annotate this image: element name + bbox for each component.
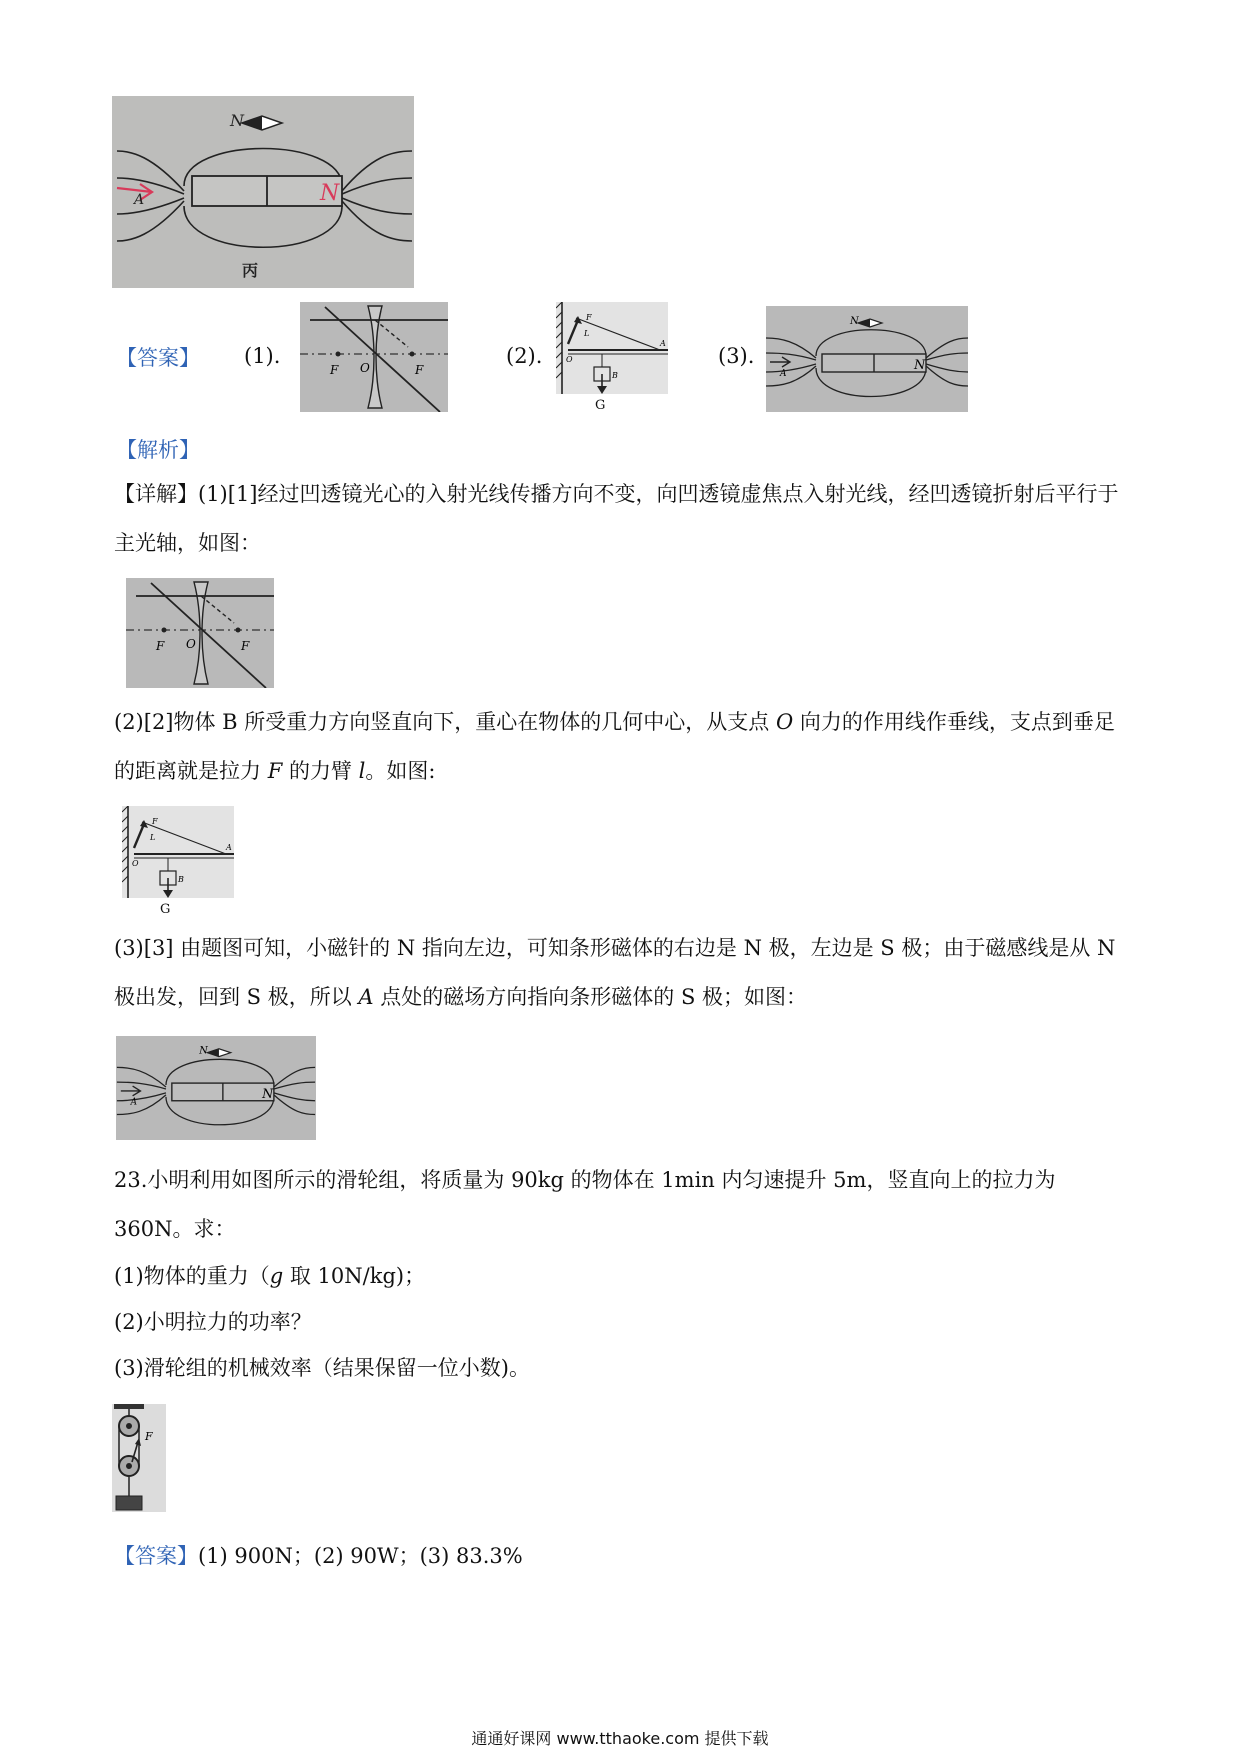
magnet-a-point-label: A [130,1097,138,1108]
lever2-l-label: L [150,833,156,842]
lever2-o-label: O [132,859,139,868]
answer-2-line [114,1532,1134,1581]
magnet-a-small-pole-label: N [914,358,926,373]
question-23-part2: (2)小明拉力的功率？ [114,1310,312,1334]
q23-p1-b: 取 10N/kg)； [283,1264,426,1288]
lens-f-right-label: F [415,363,424,377]
magnet-detail-figure [116,1036,316,1140]
answer-part3-label: (3). [718,344,755,368]
magnet-answer-figure-small [766,306,968,412]
question-23-part3: (3)滑轮组的机械效率（结果保留一位小数)。 [114,1356,530,1380]
lever-b-label: B [612,371,618,380]
detail-p2-c: 的力臂 [282,759,359,783]
magnet-a-needle-label: N [199,1045,208,1057]
lens-o-label: O [360,361,370,375]
detail-p2-f: F [267,759,283,783]
detail-paragraph-2 [114,698,1134,796]
answer-2-tag: 【答案】 [114,1544,198,1568]
detail-p3-b: 点处的磁场方向指向条形磁体的 S 极；如图： [373,985,808,1009]
detail-p2-l: l [358,759,366,783]
lever2-g-label: G [160,902,171,917]
detail-paragraph-3 [114,924,1134,1022]
answer-2-text: (1) 900N；(2) 90W；(3) 83.3% [198,1544,523,1568]
footer: 通通好课网 www.tthaoke.com 提供下载 [471,1729,769,1748]
analysis-tag: 【解析】 [116,438,200,462]
magnet-q-caption: 丙 [242,261,259,280]
lens2-f-right-label: F [241,639,250,653]
magnet-a-small-needle-label: N [850,316,859,327]
lever2-a-label: A [226,843,232,852]
lever-answer-figure [556,302,668,394]
lens-answer-figure [300,302,448,412]
magnet-a-small-point-label: A [780,369,787,379]
pulley-f-label: F [145,1430,153,1443]
detail-p2-a: (2)[2]物体 B 所受重力方向竖直向下，重心在物体的几何中心，从支点 [114,710,776,734]
detail-p3-A: A [358,985,374,1009]
answer-part2-label: (2). [506,344,543,368]
magnet-question-figure [112,96,414,288]
lever-g-label: G [595,398,606,413]
lever-a-label: A [660,339,666,348]
answer-tag: 【答案】 [116,346,200,370]
lever-l-label: L [584,329,590,338]
magnet-q-needle-label: N [230,111,244,130]
magnet-q-point-label: A [134,192,145,208]
lever2-f-label: F [152,817,158,826]
detail-p2-b: 向力的作用线作垂线，支点到垂足的距离就是拉力 [114,710,1115,783]
detail-paragraph-1: 【详解】(1)[1]经过凹透镜光心的入射光线传播方向不变，向凹透镜虚焦点入射光线，经凹透镜折射后平行于主光轴，如图： [114,482,1119,555]
answer-part1-label: (1). [244,344,281,368]
detail-p2-o: O [775,710,794,734]
q23-p1-g: g [269,1264,284,1288]
lens-detail-figure [126,578,274,688]
lens-f-left-label: F [330,363,339,377]
detail-p3-a: (3)[3] 由题图可知，小磁针的 N 指向左边，可知条形磁体的右边是 N 极，左边是 S 极；由于磁感线是从 N 极出发，回到 S 极，所以 [114,936,1116,1009]
lens2-f-left-label: F [156,639,165,653]
lever-o-label: O [566,355,573,364]
question-23-part1 [114,1252,1134,1301]
lens2-o-label: O [186,637,196,651]
pulley-figure [112,1404,166,1512]
magnet-q-pole-label: N [320,181,340,206]
magnet-a-pole-label: N [262,1086,274,1102]
lever-detail-figure [122,806,234,898]
lever2-b-label: B [178,875,184,884]
question-23-stem: 23.小明利用如图所示的滑轮组，将质量为 90kg 的物体在 1min 内匀速提升 5m，竖直向上的拉力为 360N。求： [114,1168,1056,1241]
detail-p2-d: 。如图: [365,759,436,783]
q23-p1-a: (1)物体的重力（ [114,1264,270,1288]
lever-f-label: F [586,313,592,322]
